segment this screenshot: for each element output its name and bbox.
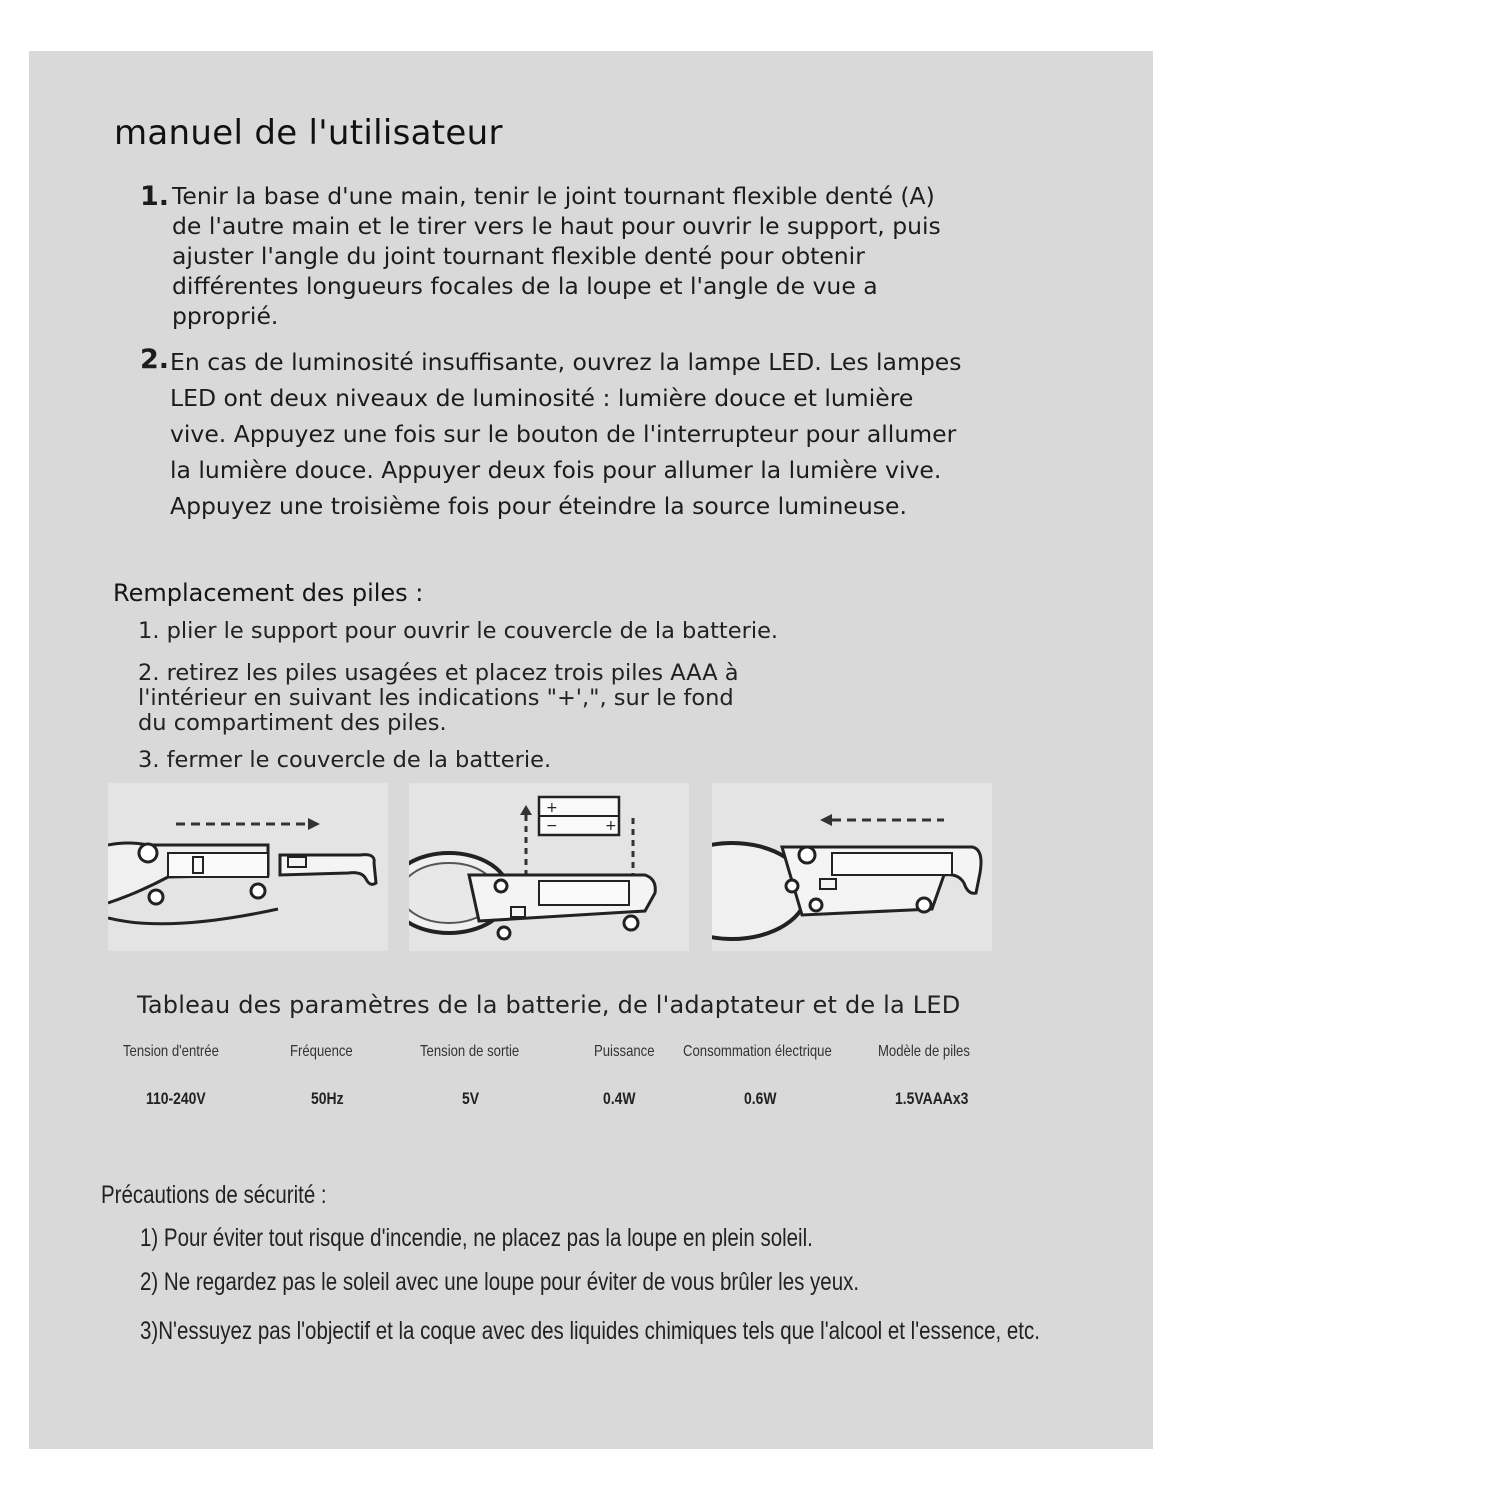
- svg-text:+: +: [605, 818, 617, 834]
- table-cell: 0.6W: [744, 1089, 777, 1108]
- battery-cover-open-illustration: [108, 783, 388, 951]
- table-header: Consommation électrique: [683, 1043, 832, 1060]
- manual-sheet: [29, 51, 1153, 1449]
- safety-item-3: 3)N'essuyez pas l'objectif et la coque avec des liquides chimiques tels que l'alcool et l'essence, etc.: [140, 1317, 1040, 1345]
- battery-step-1: 1. plier le support pour ouvrir le couvercle de la batterie.: [138, 618, 779, 644]
- table-cell: 110-240V: [146, 1089, 206, 1108]
- safety-heading: Précautions de sécurité :: [101, 1181, 327, 1209]
- table-header: Puissance: [594, 1043, 655, 1060]
- parameter-table-title: Tableau des paramètres de la batterie, de l'adaptateur et de la LED: [137, 991, 961, 1019]
- step-number: 2.: [140, 344, 170, 375]
- battery-section-heading: Remplacement des piles :: [113, 579, 424, 607]
- table-cell: 5V: [462, 1089, 480, 1108]
- table-cell: 0.4W: [603, 1089, 636, 1108]
- table-cell: 50Hz: [311, 1089, 344, 1108]
- step-text: Tenir la base d'une main, tenir le joint tournant flexible denté (A) de l'autre main et le tirer vers le haut pour ouvrir le support, puis ajuster l'angle du joint tournant flexible denté pour obtenir différentes longueurs focales de la loupe et l'angle de vue a pproprié.: [172, 182, 941, 330]
- step-text: En cas de luminosité insuffisante, ouvrez la lampe LED. Les lampes LED ont deux niveaux de luminosité : lumière douce et lumière vive. Appuyez une fois sur le bouton de l'interrupteur pour allumer la lumière douce. Appuyer deux fois pour allumer la lumière vive. Appuyez une troisième fois pour éteindre la source lumineuse.: [170, 348, 962, 520]
- safety-item-1: 1) Pour éviter tout risque d'incendie, ne placez pas la loupe en plein soleil.: [140, 1224, 813, 1252]
- battery-insert-illustration: [409, 783, 689, 951]
- step-number: 1.: [140, 181, 170, 212]
- table-header: Tension de sortie: [420, 1043, 520, 1060]
- battery-step-2: 2. retirez les piles usagées et placez trois piles AAA à l'intérieur en suivant les indications "+',", sur le fond du compartiment des piles.: [138, 660, 739, 736]
- safety-item-2: 2) Ne regardez pas le soleil avec une loupe pour éviter de vous brûler les yeux.: [140, 1268, 860, 1296]
- table-cell: 1.5VAAAx3: [895, 1089, 969, 1108]
- page-title: manuel de l'utilisateur: [114, 113, 503, 153]
- table-header: Tension d'entrée: [123, 1043, 219, 1060]
- svg-text:+: +: [546, 800, 558, 816]
- battery-cover-close-illustration: [712, 783, 992, 951]
- svg-text:−: −: [546, 818, 558, 834]
- table-header: Fréquence: [290, 1043, 353, 1060]
- battery-step-3: 3. fermer le couvercle de la batterie.: [138, 747, 552, 773]
- table-header: Modèle de piles: [878, 1043, 970, 1060]
